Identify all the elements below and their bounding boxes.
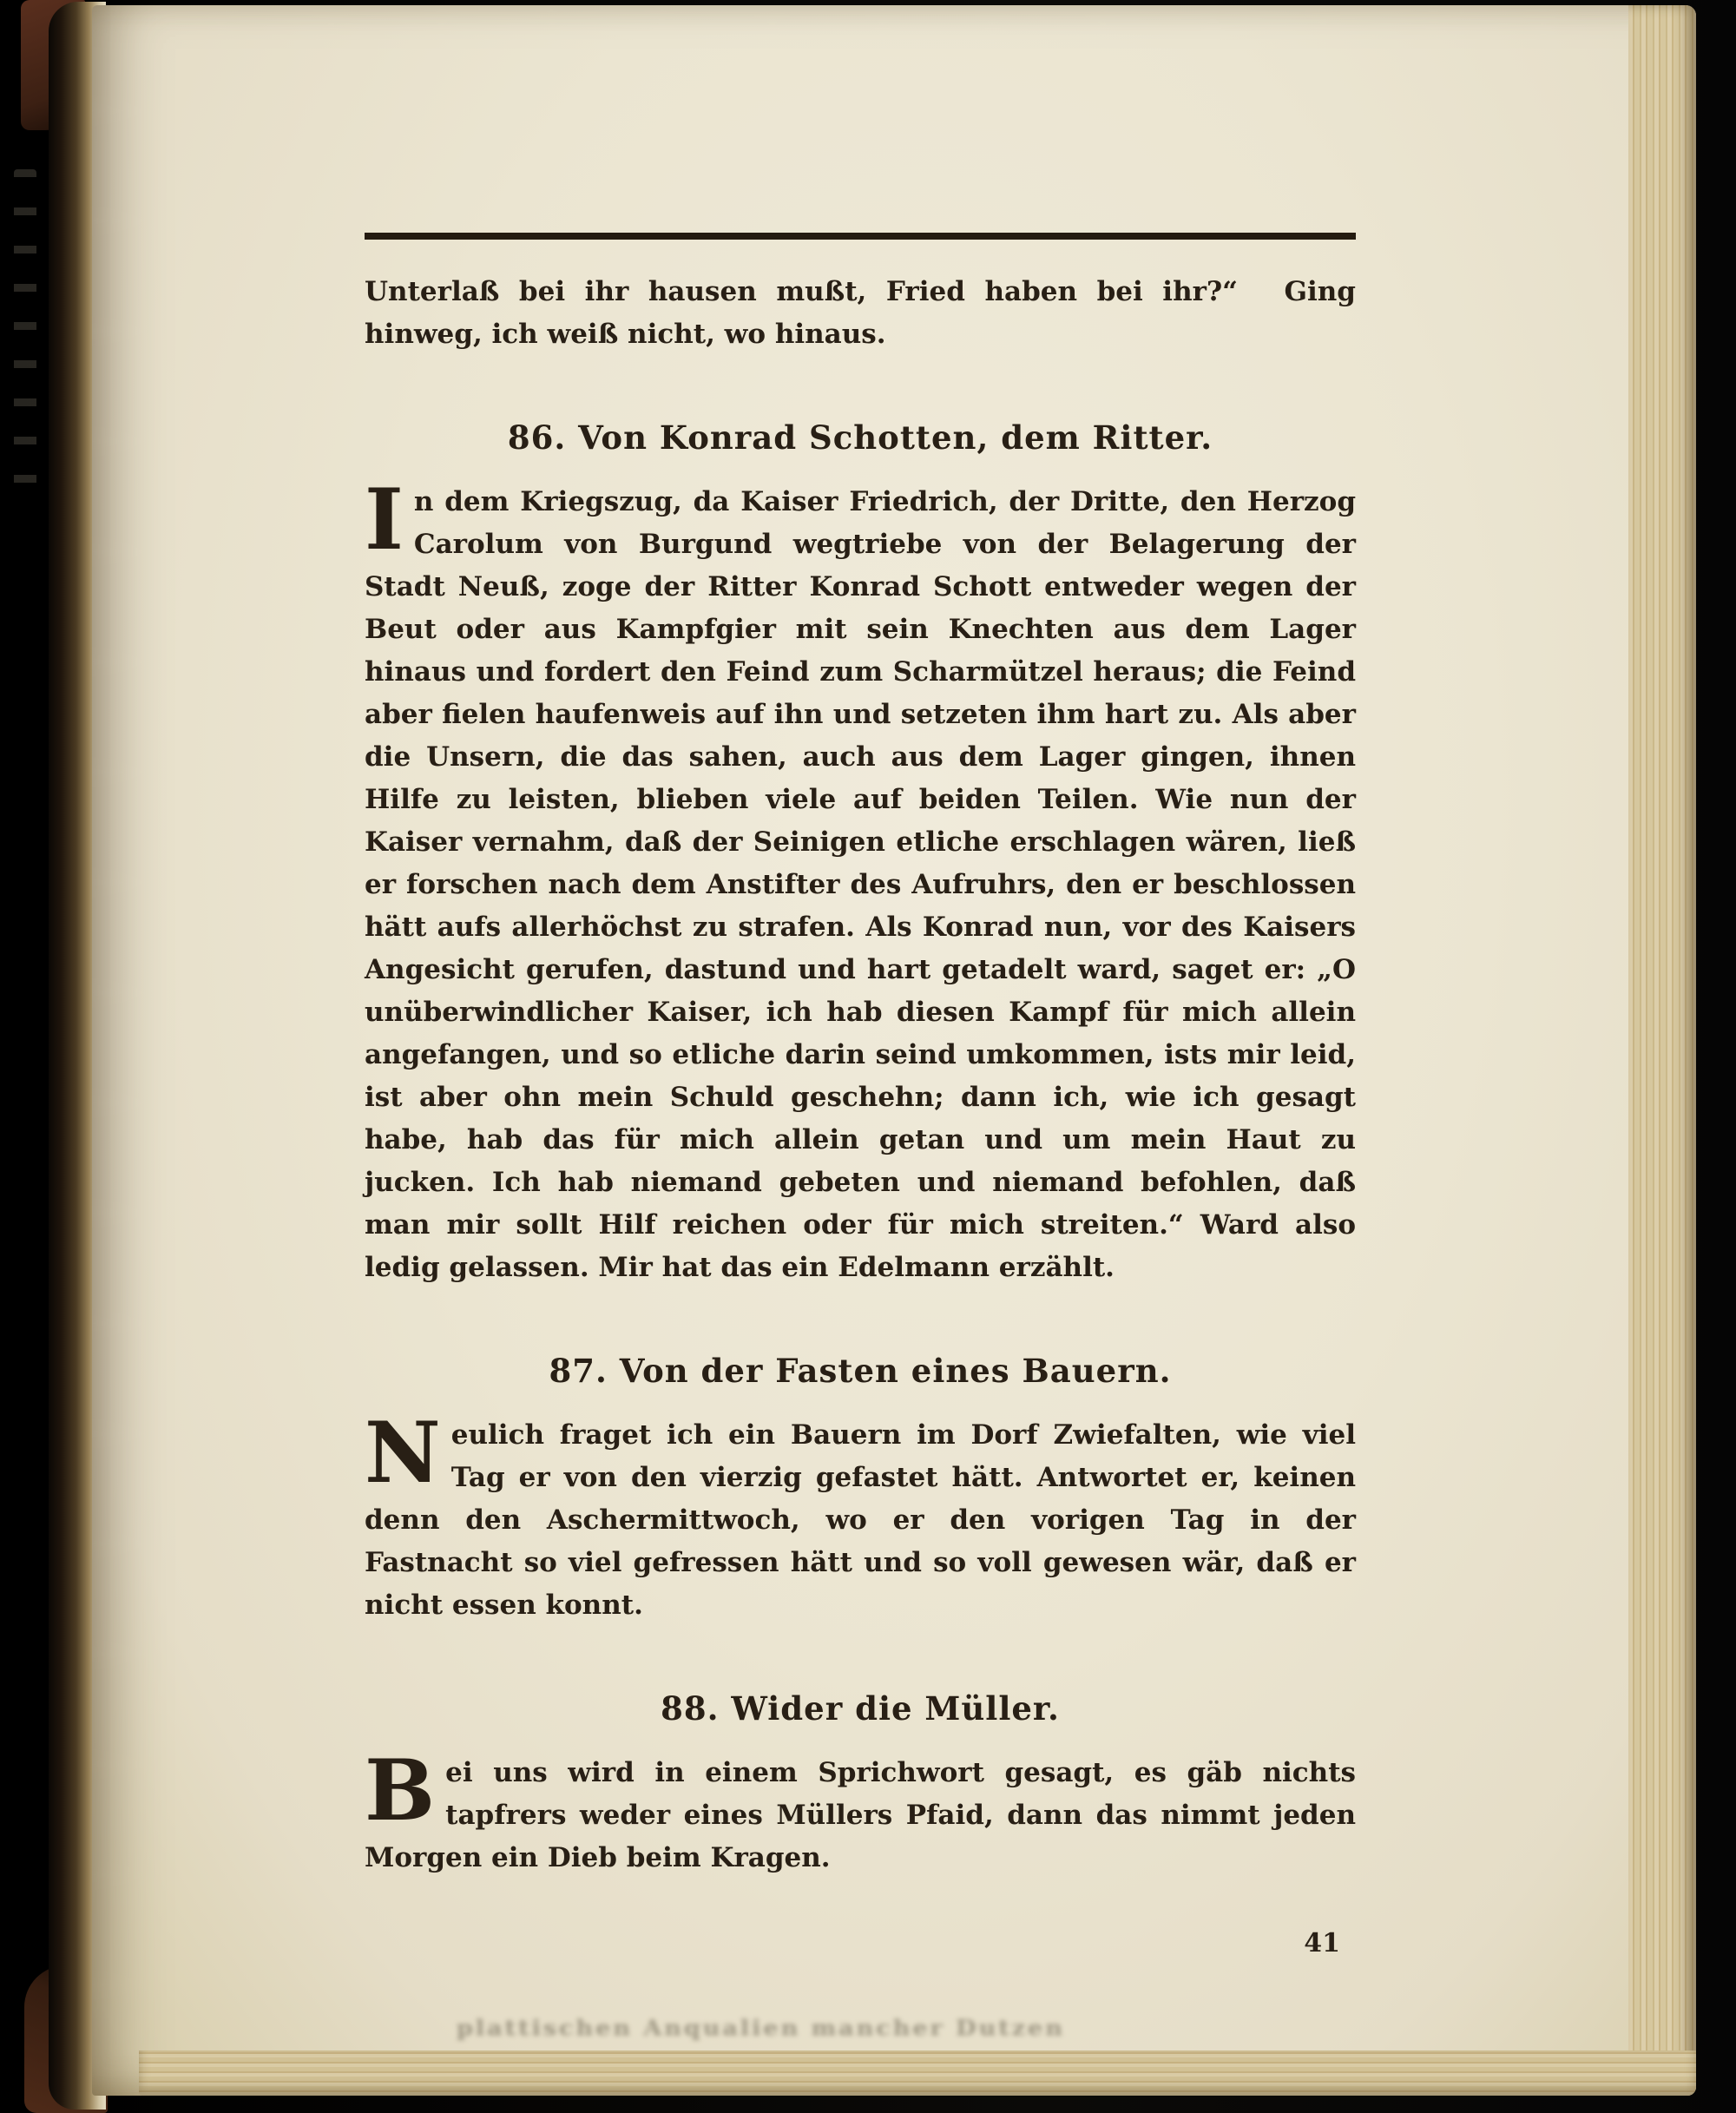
section-body-88: [365, 1741, 1356, 1879]
drop-cap-88: B: [365, 1741, 436, 1840]
header-rule: [365, 233, 1356, 240]
page-content: [365, 5, 1356, 1958]
section-heading-86: 86. Von Konrad Schotten, dem Ritter.: [507, 418, 1213, 457]
facing-page-gutter-marks: [14, 169, 36, 508]
drop-cap-87: N: [365, 1404, 441, 1502]
fore-edge-page-stack: [1628, 5, 1696, 2096]
drop-cap-86: I: [365, 471, 404, 569]
section-heading-87: 87. Von der Fasten eines Bauern.: [549, 1352, 1172, 1390]
show-through-text: plattischen Anqualien mancher Dutzen: [457, 2016, 1065, 2041]
continuation-paragraph: Unterlaß bei ihr hausen mußt, Fried haben bei ihr?“ Ging hinweg, ich weiß nicht, wo hinaus.: [365, 276, 1356, 350]
page-number: 41: [1304, 1928, 1340, 1958]
section-body-87: [365, 1404, 1356, 1627]
section-heading-88: 88. Wider die Müller.: [661, 1689, 1060, 1728]
section-text-88: ei uns wird in einem Sprichwort gesagt, es gäb nichts tapfrers weder eines Müllers Pfaid, dann das nimmt jeden Morgen ein Dieb beim Kragen.: [365, 1757, 1356, 1873]
section-text-87: eulich fraget ich ein Bauern im Dorf Zwiefalten, wie viel Tag er von den vierzig gefastet hätt. Antwortet er, keinen denn den Aschermittwoch, wo er den vorigen Tag in der Fastnacht so viel gefressen hätt und so voll gewesen wär, daß er nicht essen konnt.: [365, 1419, 1356, 1621]
section-body-86: [365, 471, 1356, 1289]
book-page: [92, 5, 1696, 2096]
bottom-page-stack: [139, 2050, 1696, 2096]
section-text-86: n dem Kriegszug, da Kaiser Friedrich, der Dritte, den Herzog Carolum von Burgund wegtriebe von der Belagerung der Stadt Neuß, zoge der Ritter Konrad Schott entweder wegen der Beut oder aus Kampfgier mit sein Knechten aus dem Lager hinaus und fordert den Feind zum Scharmützel heraus; die Feind aber fielen haufenweis auf ihn und setzeten ihm hart zu. Als aber die Unsern, die das sahen, auch aus dem Lager gingen, ihnen Hilfe zu leisten, blieben viele auf beiden Teilen. Wie nun der Kaiser vernahm, daß der Seinigen etliche erschlagen wären, ließ er forschen nach dem Anstifter des Aufruhrs, den er beschlossen hätt aufs allerhöchst zu strafen. Als Konrad nun, vor des Kaisers Angesicht gerufen, dastund und hart getadelt ward, saget er: „O unüberwindlicher Kaiser, ich hab diesen Kampf für mich allein angefangen, und so etliche darin seind umkommen, ists mir leid, ist aber ohn mein Schuld geschehn; dann ich, wie ich gesagt habe, hab das für mich allein getan und um mein Haut zu jucken. Ich hab niemand gebeten und niemand befohlen, daß man mir sollt Hilf reichen oder für mich streiten.“ Ward also ledig gelassen. Mir hat das ein Edelmann erzählt.: [365, 486, 1356, 1283]
